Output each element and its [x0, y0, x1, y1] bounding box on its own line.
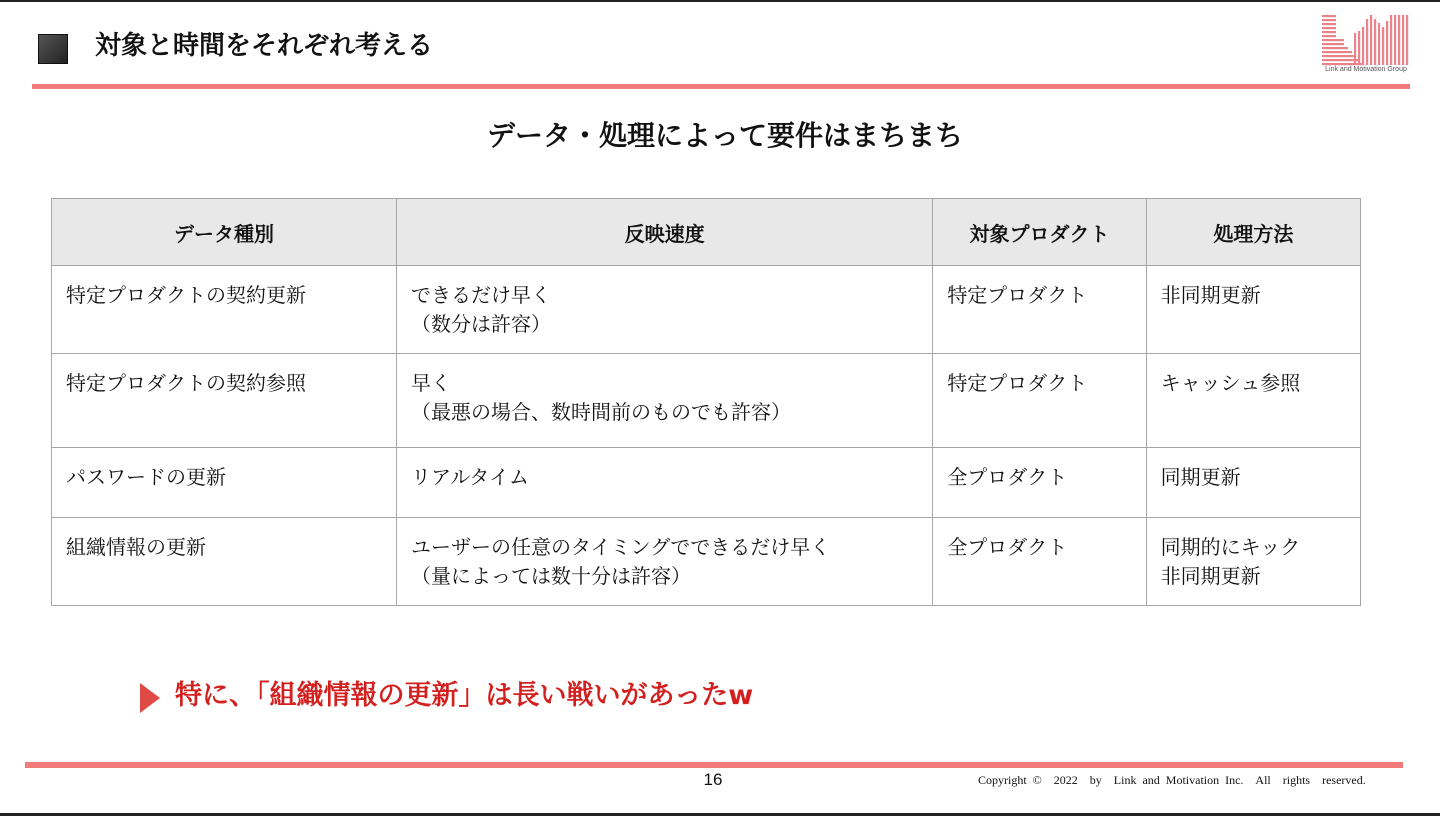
table-cell: 特定プロダクトの契約更新 [52, 266, 397, 354]
slide-title: 対象と時間をそれぞれ考える [95, 31, 434, 61]
table-cell: 全プロダクト [933, 518, 1146, 606]
column-header-data-type: データ種別 [52, 199, 397, 266]
table-cell: 同期的にキック 非同期更新 [1146, 518, 1360, 606]
table-cell: 全プロダクト [933, 448, 1146, 518]
table-cell: ユーザーの任意のタイミングでできるだけ早く （量によっては数十分は許容） [397, 518, 933, 606]
table-cell: パスワードの更新 [52, 448, 397, 518]
triangle-bullet-icon [140, 683, 160, 713]
copyright-notice: Copyright © 2022 by Link and Motivation Inc. All rights reserved. [978, 773, 1366, 787]
table-row [52, 266, 1361, 354]
column-header-target-product: 対象プロダクト [933, 199, 1146, 266]
table-header-row [52, 199, 1361, 266]
slide-subtitle: データ・処理によって要件はまちまち [486, 119, 963, 152]
logo-text: Link and Motivation Group [1325, 66, 1407, 73]
table-row [52, 354, 1361, 448]
table-cell: 組織情報の更新 [52, 518, 397, 606]
column-header-reflection-speed: 反映速度 [397, 199, 933, 266]
table-cell: できるだけ早く （数分は許容） [397, 266, 933, 354]
table-row [52, 518, 1361, 606]
table-cell: キャッシュ参照 [1146, 354, 1360, 448]
column-header-processing-method: 処理方法 [1146, 199, 1360, 266]
table-cell: リアルタイム [397, 448, 933, 518]
table-cell: 特定プロダクト [933, 266, 1146, 354]
requirements-table [51, 198, 1361, 606]
table-cell: 特定プロダクト [933, 354, 1146, 448]
highlight-note: 特に、「組織情報の更新」は長い戦いがあったw [175, 680, 754, 711]
table-cell: 早く （最悪の場合、数時間前のものでも許容） [397, 354, 933, 448]
header-divider [32, 84, 1410, 89]
table-cell: 同期更新 [1146, 448, 1360, 518]
footer-divider [25, 762, 1403, 768]
table-cell: 特定プロダクトの契約参照 [52, 354, 397, 448]
table-row [52, 448, 1361, 518]
header-square-icon [38, 34, 68, 64]
table-cell: 非同期更新 [1146, 266, 1360, 354]
page-number: 16 [703, 770, 723, 789]
